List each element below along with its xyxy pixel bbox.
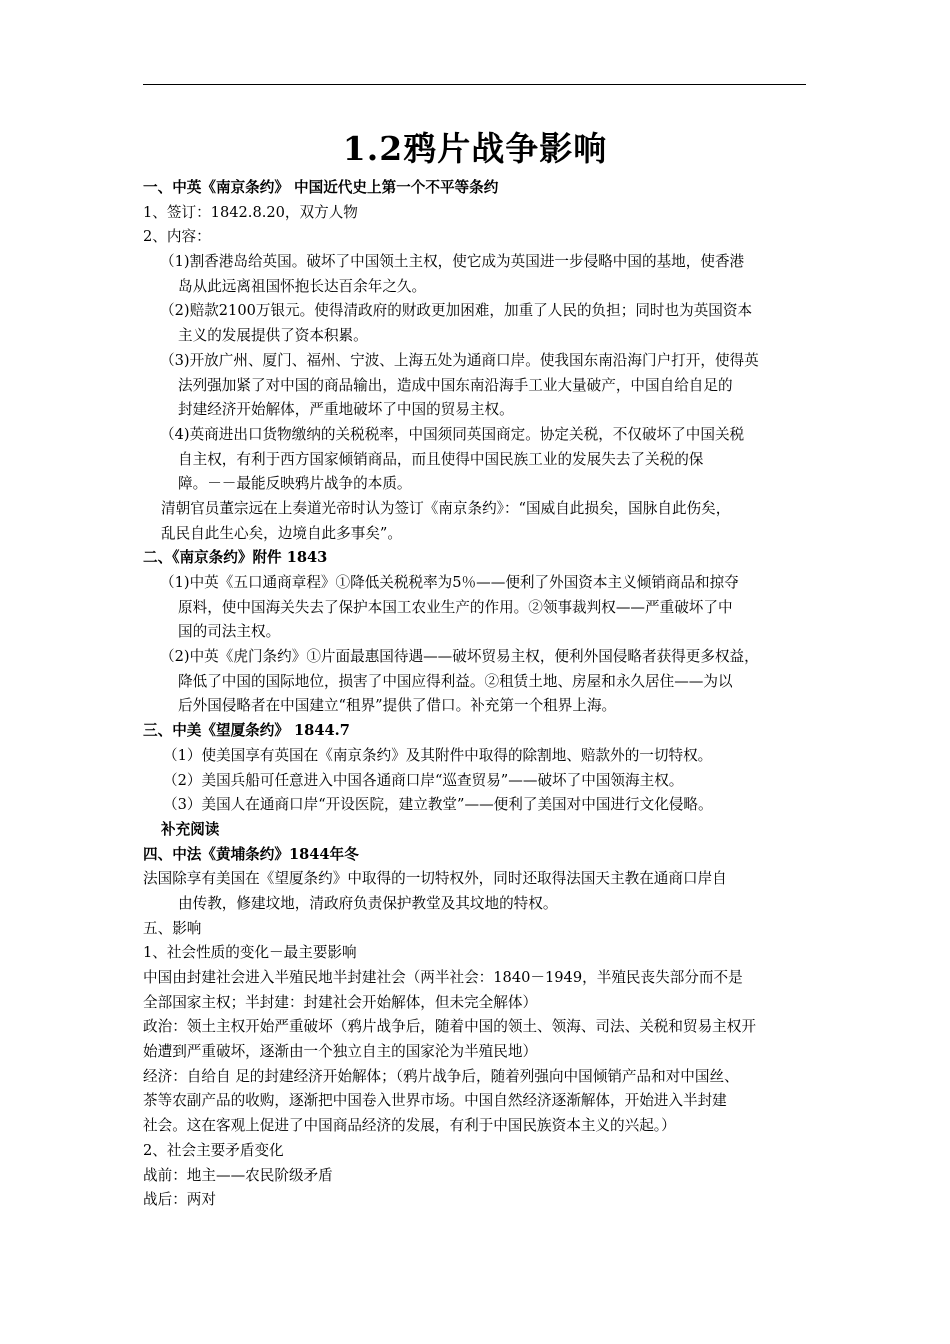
list-item-continuation: 原料，使中国海关失去了保护本国工农业生产的作用。②领事裁判权——严重破坏了中 bbox=[178, 598, 733, 616]
paragraph-continuation: 由传教，修建坟地，清政府负责保护教堂及其坟地的特权。 bbox=[178, 894, 558, 912]
list-item-continuation: 岛从此远离祖国怀抱长达百余年之久。 bbox=[178, 277, 427, 295]
list-item: （1)割香港岛给英国。破坏了中国领土主权，使它成为英国进一步侵略中国的基地，使香港 bbox=[160, 253, 745, 271]
paragraph-line: 2、社会主要矛盾变化 bbox=[143, 1141, 284, 1159]
section-heading: 三、中美《望厦条约》 1844.7 bbox=[143, 722, 350, 740]
page-title: 1.2鸦片战争影响 bbox=[342, 129, 608, 168]
section-heading-plain: 五、影响 bbox=[143, 919, 202, 937]
paragraph-line: 战后：两对 bbox=[143, 1191, 216, 1209]
list-item: （2)赔款2100万银元。使得清政府的财政更加困难，加重了人民的负担；同时也为英国资本 bbox=[160, 302, 753, 320]
paragraph-line: 茶等农副产品的收购，逐渐把中国卷入世界市场。中国自然经济逐渐解体，开始进入半封建 bbox=[143, 1092, 727, 1110]
list-item: （2）美国兵船可任意进入中国各通商口岸“巡查贸易”——破坏了中国领海主权。 bbox=[163, 771, 684, 789]
paragraph-line: 2、内容： bbox=[143, 228, 211, 246]
section-heading: 一、中英《南京条约》 中国近代史上第一个不平等条约 bbox=[143, 179, 499, 196]
section-heading: 二、《南京条约》附件 1843 bbox=[143, 549, 328, 567]
list-item: （3）美国人在通商口岸“开设医院，建立教堂”——便利了美国对中国进行文化侵略。 bbox=[163, 796, 713, 814]
paragraph-line: 经济：自给自 足的封建经济开始解体；（鸦片战争后，随着列强向中国倾销产品和对中国丝、 bbox=[143, 1067, 739, 1085]
quote-line: 乱民自此生心矣，边境自此多事矣”。 bbox=[161, 524, 402, 542]
header-rule bbox=[143, 84, 806, 85]
quote-line: 清朝官员董宗远在上奏道光帝时认为签订《南京条约》：“国威自此损矣，国脉自此伤矣， bbox=[161, 499, 731, 517]
paragraph-line: 1、签订：1842.8.20，双方人物 bbox=[143, 203, 358, 221]
list-item-continuation: 封建经济开始解体，严重地破坏了中国的贸易主权。 bbox=[178, 401, 514, 419]
paragraph-line: 战前：地主——农民阶级矛盾 bbox=[143, 1166, 333, 1184]
list-item: （1）使美国享有英国在《南京条约》及其附件中取得的除割地、赔款外的一切特权。 bbox=[163, 746, 713, 764]
list-item-continuation: 障。－－最能反映鸦片战争的本质。 bbox=[178, 475, 412, 493]
list-item: （3)开放广州、厦门、福州、宁波、上海五处为通商口岸。使我国东南沿海门户打开，使得英 bbox=[160, 351, 759, 369]
paragraph-line: 中国由封建社会进入半殖民地半封建社会（两半社会：1840－1949，半殖民丧失部分而不是 bbox=[143, 969, 743, 986]
list-item-continuation: 自主权，有利于西方国家倾销商品，而且使得中国民族工业的发展失去了关税的保 bbox=[178, 450, 704, 468]
list-item: （2)中英《虎门条约》①片面最惠国待遇——破坏贸易主权，便利外国侵略者获得更多权益， bbox=[160, 648, 759, 666]
list-item-continuation: 降低了中国的国际地位，损害了中国应得利益。②租赁土地、房屋和永久居住——为以 bbox=[178, 672, 733, 690]
list-item-continuation: 国的司法主权。 bbox=[178, 623, 281, 641]
list-item: （4)英商进出口货物缴纳的关税税率，中国须同英国商定。协定关税，不仅破坏了中国关税 bbox=[160, 425, 745, 443]
paragraph-line: 社会。这在客观上促进了中国商品经济的发展，有利于中国民族资本主义的兴起。） bbox=[143, 1117, 676, 1135]
paragraph-line: 法国除享有美国在《望厦条约》中取得的一切特权外，同时还取得法国天主教在通商口岸自 bbox=[143, 870, 727, 888]
paragraph-line: 全部国家主权；半封建：封建社会开始解体，但未完全解体） bbox=[143, 993, 538, 1011]
supplement-heading: 补充阅读 bbox=[161, 820, 220, 838]
document-body bbox=[143, 176, 813, 1213]
paragraph-line: 1、社会性质的变化－最主要影响 bbox=[143, 944, 357, 962]
section-heading: 四、中法《黄埔条约》1844年冬 bbox=[143, 845, 359, 863]
paragraph-line: 始遭到严重破坏，逐渐由一个独立自主的国家沦为半殖民地） bbox=[143, 1043, 538, 1061]
list-item-continuation: 法列强加紧了对中国的商品输出，造成中国东南沿海手工业大量破产，中国自给自足的 bbox=[178, 376, 733, 394]
list-item: （1)中英《五口通商章程》①降低关税税率为5％——便利了外国资本主义倾销商品和掠夺 bbox=[160, 574, 739, 591]
list-item-continuation: 后外国侵略者在中国建立“租界”提供了借口。补充第一个租界上海。 bbox=[178, 697, 617, 715]
list-item-continuation: 主义的发展提供了资本积累。 bbox=[178, 327, 368, 345]
paragraph-line: 政治：领土主权开始严重破坏（鸦片战争后，随着中国的领土、领海、司法、关税和贸易主权开 bbox=[143, 1018, 756, 1036]
